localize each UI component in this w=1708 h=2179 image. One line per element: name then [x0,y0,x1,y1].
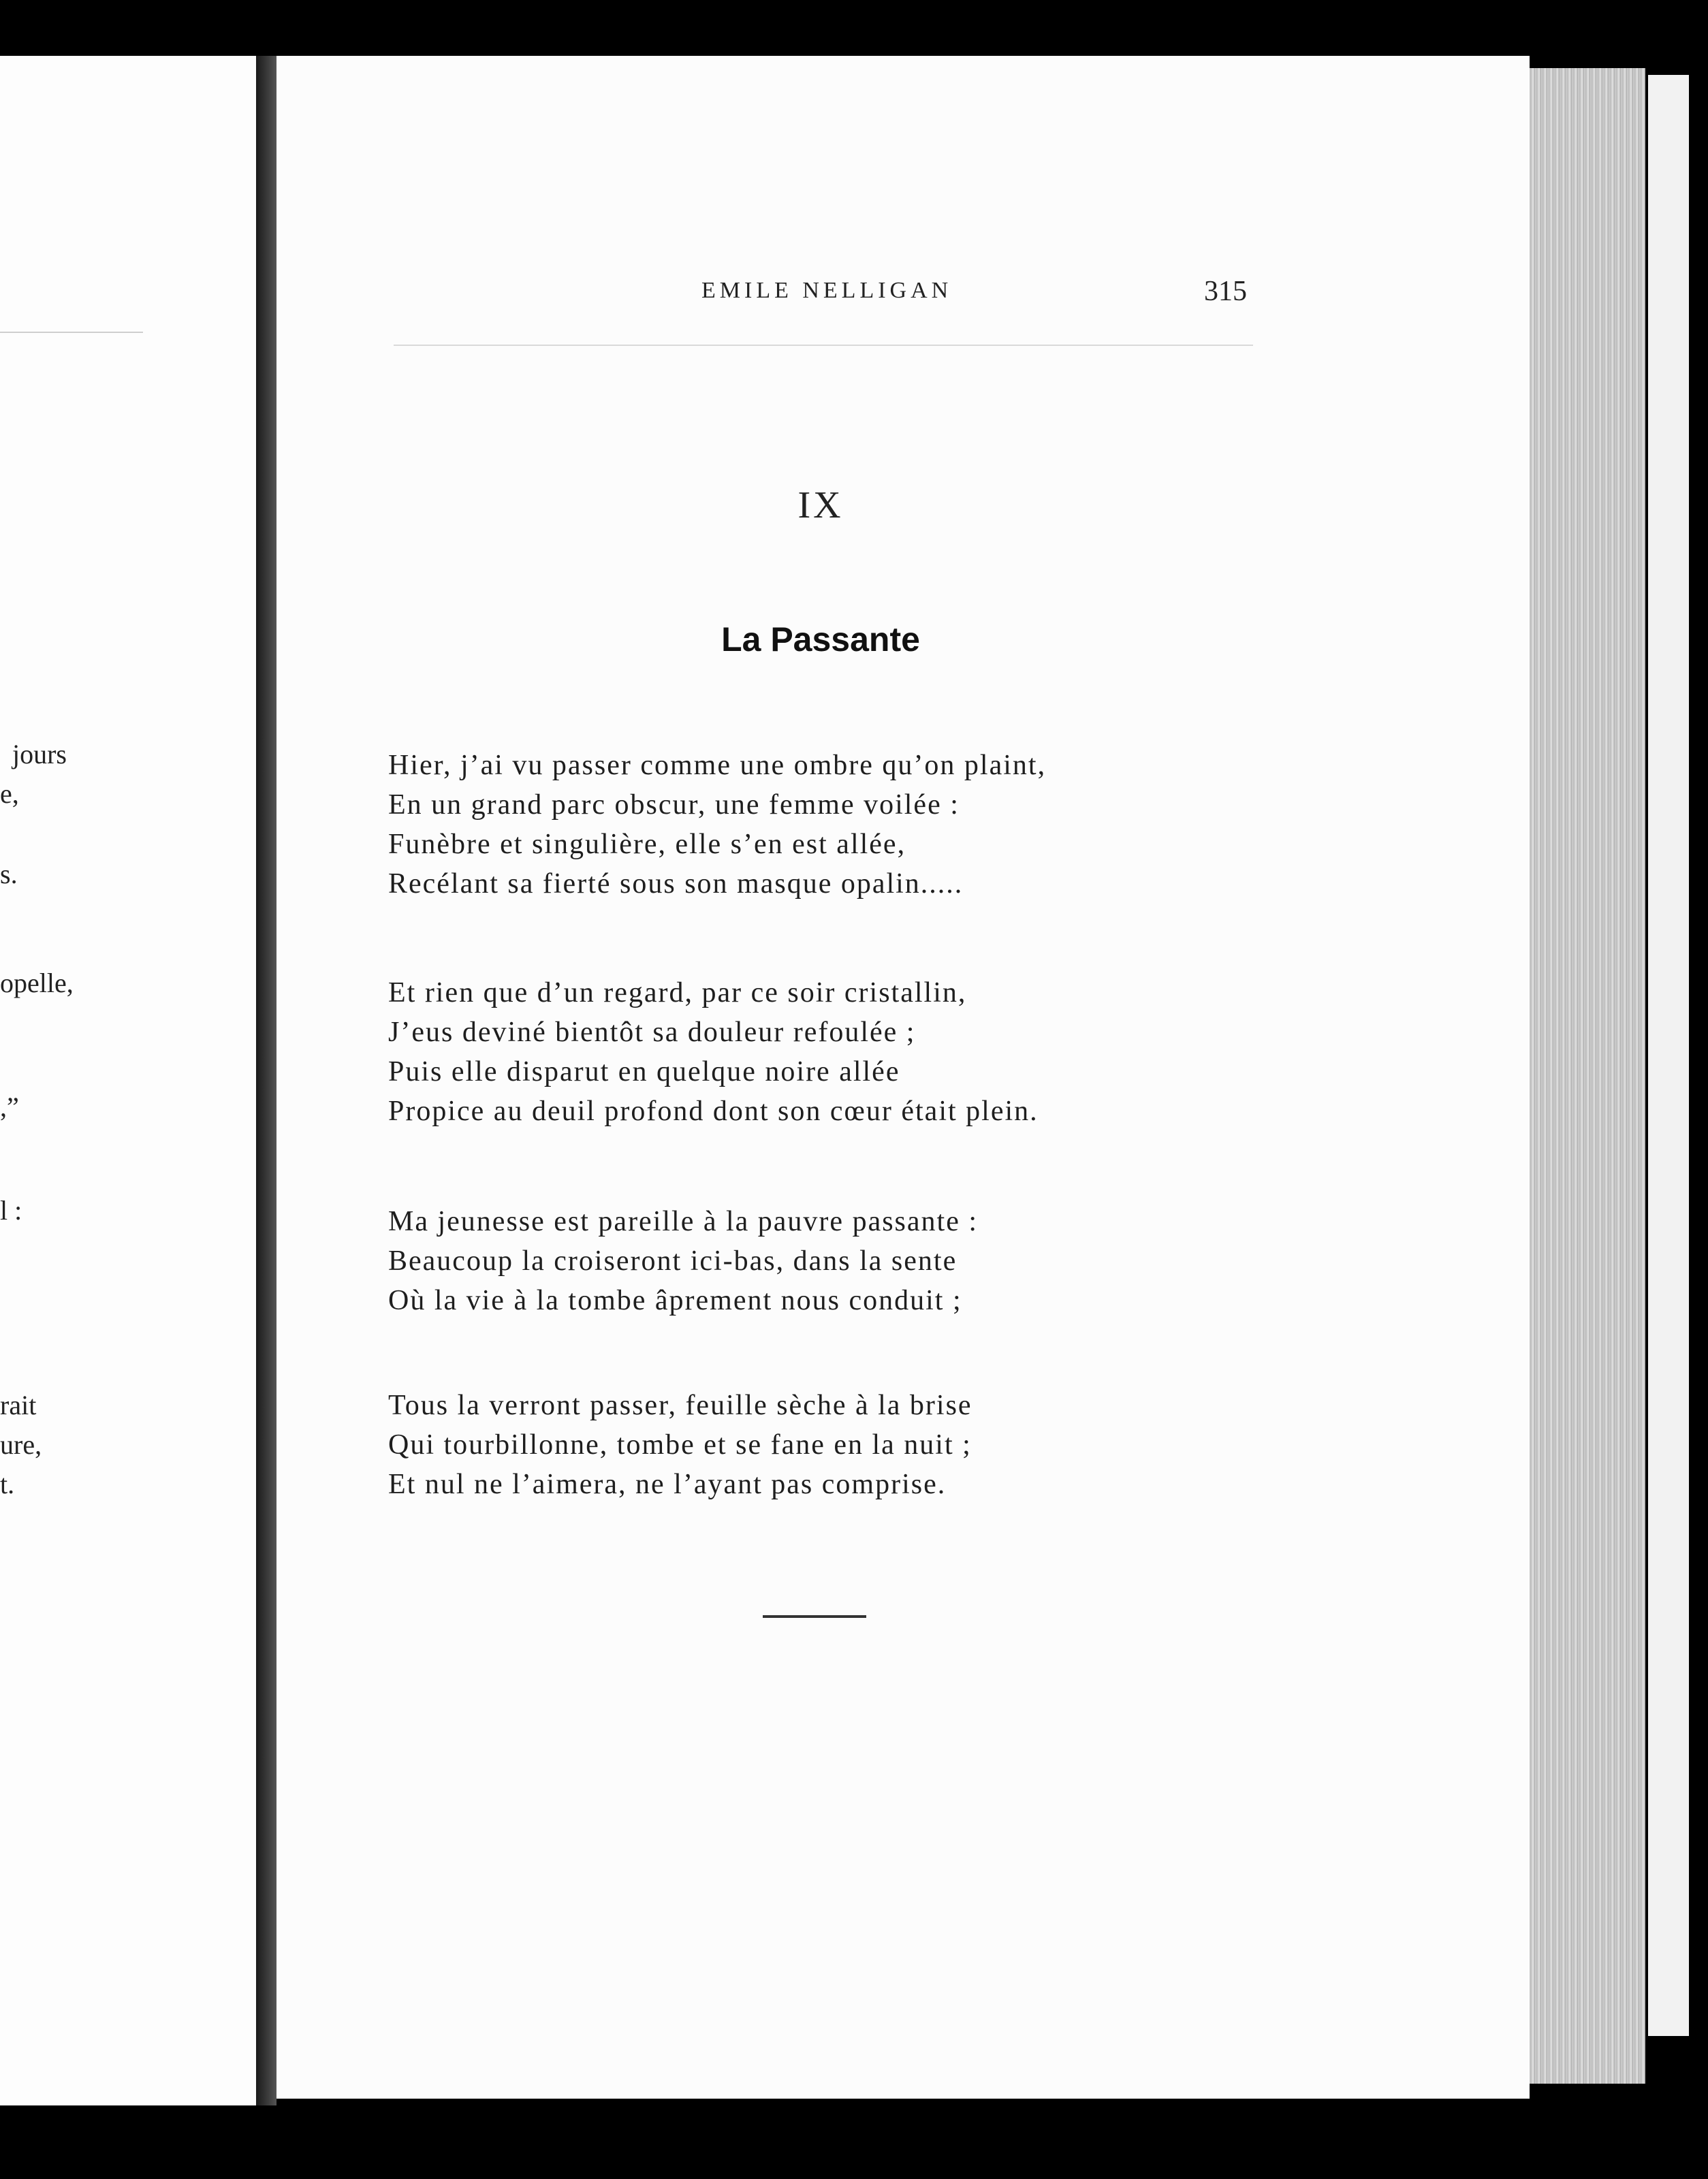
poem-line: Puis elle disparut en quelque noire allée [388,1056,900,1087]
poem-line: Où la vie à la tombe âprement nous conduit ; [388,1285,962,1316]
poem-line: Et nul ne l’aimera, ne l’ayant pas comprise. [388,1469,947,1500]
header-rule [394,345,1253,346]
left-page-head-rule [0,332,143,333]
poem-line: Tous la verront passer, feuille sèche à la brise [388,1390,972,1421]
end-rule [763,1615,866,1618]
left-page-fragment: ,” [0,1092,19,1122]
poem-line: Funèbre et singulière, elle s’en est allée, [388,829,906,860]
poem-line: Qui tourbillonne, tombe et se fane en la nuit ; [388,1429,972,1461]
left-page-fragment: opelle, [0,968,74,998]
page-edges [1523,68,1645,2084]
poem-line: Recélant sa fierté sous son masque opalin..... [388,868,964,900]
poem-line: Propice au deuil profond dont son cœur était plein. [388,1096,1039,1127]
left-page-fragment: s. [0,859,18,889]
left-page-fragment: ure, [0,1429,42,1460]
poem-title: La Passante [721,620,920,658]
poem-line: Et rien que d’un regard, par ce soir cristallin, [388,977,967,1008]
left-page-fragment: e, [0,778,19,809]
poem-line: En un grand parc obscur, une femme voilée : [388,789,960,821]
left-page-fragment: rait [0,1390,37,1420]
poem-line: Ma jeunesse est pareille à la pauvre passante : [388,1206,979,1237]
poem-line: J’eus deviné bientôt sa douleur refoulée ; [388,1017,916,1048]
section-number: IX [797,484,844,526]
book-spine [256,56,276,2105]
running-head: EMILE NELLIGAN [701,278,953,303]
next-page-edge [1648,75,1689,2036]
left-page-fragment: l : [0,1195,22,1226]
poem-line: Beaucoup la croiseront ici-bas, dans la sente [388,1245,958,1277]
left-page-fragment: jours [12,739,67,769]
left-page-fragment: t. [0,1469,15,1499]
left-facing-page [0,56,256,2105]
page-number: 315 [1204,276,1247,307]
poem-line: Hier, j’ai vu passer comme une ombre qu’on plaint, [388,750,1047,781]
